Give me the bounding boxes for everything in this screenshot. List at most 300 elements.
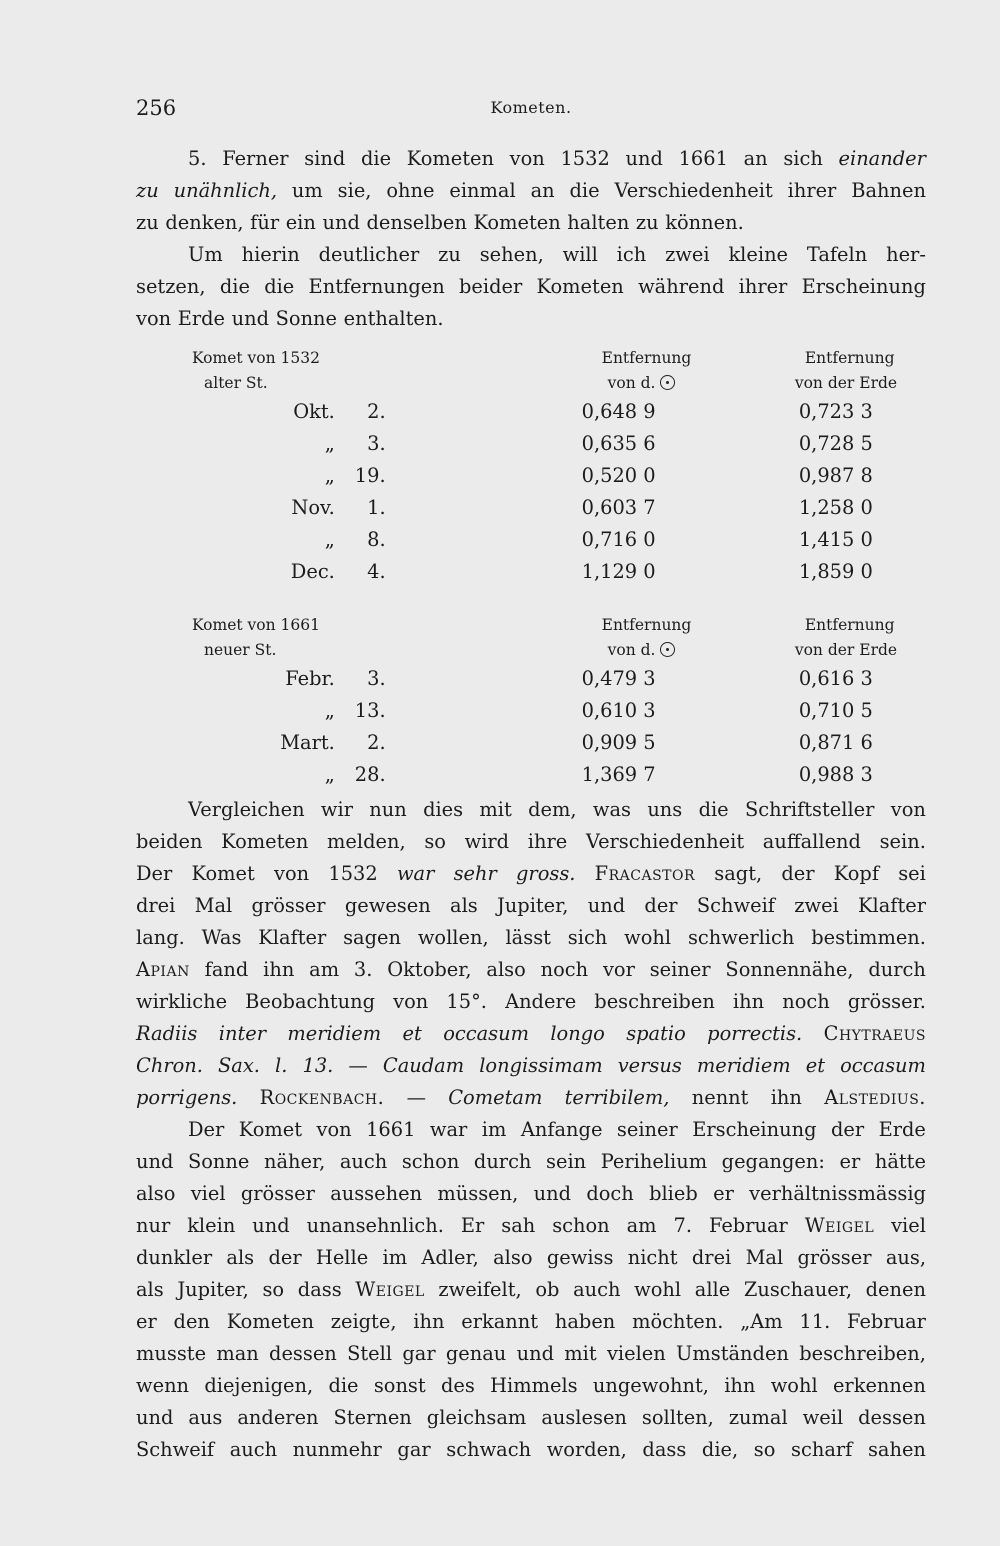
text-line — [136, 239, 926, 271]
word: Erscheinung — [801, 275, 926, 298]
word: gegangen: — [721, 1150, 825, 1173]
word: Schweif — [136, 1438, 215, 1461]
word: sie, — [337, 179, 372, 202]
word: so — [753, 1438, 776, 1461]
table-header-row — [136, 346, 926, 371]
word: noch — [782, 990, 830, 1013]
word: Verschiedenheit — [614, 179, 773, 202]
table-row — [136, 492, 926, 524]
word: nunmehr — [292, 1438, 382, 1461]
word: ich — [616, 243, 647, 266]
word: sei — [898, 862, 926, 885]
word: seiner — [649, 958, 711, 981]
word: als — [226, 1246, 255, 1269]
word: diejenigen, — [204, 1374, 314, 1397]
word: deutlicher — [318, 243, 420, 266]
word: sein. — [879, 830, 926, 853]
word: mit — [479, 798, 512, 821]
word: Kometen — [473, 211, 561, 234]
word: und — [136, 1406, 174, 1429]
table-month-cell: Dec. — [290, 560, 335, 583]
word: schwerlich — [687, 926, 795, 949]
table-day-cell: 4. — [367, 560, 386, 583]
word: Schweif — [696, 894, 775, 917]
table-earth-distance-cell: 1,258 0 — [798, 496, 873, 519]
word: grösser. — [847, 990, 926, 1013]
word: von — [136, 307, 172, 330]
word: occasum — [443, 1022, 529, 1045]
word: sagt, — [714, 862, 763, 885]
table-month-cell: Nov. — [291, 496, 335, 519]
word: ihrer — [787, 179, 837, 202]
word: Perihelium — [600, 1150, 708, 1173]
word: occasum — [840, 1054, 926, 1077]
word: drei — [136, 894, 176, 917]
word: fand — [204, 958, 249, 981]
word: als — [136, 1278, 164, 1301]
word: Erde — [878, 1118, 926, 1141]
word: wird — [464, 830, 510, 853]
word: Chytraeus — [823, 1022, 926, 1045]
word: drei — [691, 1246, 732, 1269]
word: Adler, — [421, 1246, 479, 1269]
word: den — [173, 1310, 210, 1333]
word: wenn — [136, 1374, 190, 1397]
word: was — [592, 798, 631, 821]
table-earth-distance-cell: 1,415 0 — [798, 528, 873, 551]
text-line — [136, 986, 926, 1018]
word: nun — [369, 798, 407, 821]
word: haben — [554, 1310, 616, 1333]
table-earth-distance-cell: 0,987 8 — [798, 464, 873, 487]
word: Alstedius. — [824, 1086, 926, 1109]
word: zeigte, — [330, 1310, 397, 1333]
word: können. — [665, 211, 744, 234]
word: dessen — [858, 1406, 926, 1429]
text-line — [136, 303, 926, 335]
word: seiner — [616, 1118, 678, 1141]
word: also — [493, 1246, 533, 1269]
word: und — [322, 211, 360, 234]
word: wollen, — [417, 926, 489, 949]
table-month-cell: Okt. — [293, 400, 335, 423]
table-header-cell: Entfernung — [804, 616, 895, 634]
word: denselben — [366, 211, 467, 234]
word: zumal — [728, 1406, 788, 1429]
word: Weigel — [355, 1278, 425, 1301]
word: ihrer — [738, 275, 788, 298]
word: Februar — [708, 1214, 788, 1237]
text-line — [136, 1082, 926, 1114]
table-day-cell: 3. — [367, 667, 386, 690]
table-sun-distance-cell: 0,520 0 — [581, 464, 656, 487]
word: nennt — [691, 1086, 749, 1109]
table-earth-distance-cell: 1,859 0 — [798, 560, 873, 583]
word: hätte — [874, 1150, 926, 1173]
word: Zuschauer, — [743, 1278, 852, 1301]
word: Sonne — [275, 307, 338, 330]
word: aus — [188, 1406, 223, 1429]
word: Fracastor — [594, 862, 696, 885]
text-line — [136, 1146, 926, 1178]
word: die — [698, 798, 729, 821]
word: die — [360, 147, 392, 170]
word: Helle — [315, 1246, 369, 1269]
word: verhältnissmässig — [749, 1182, 926, 1205]
word: vielen — [606, 1342, 666, 1365]
word: von — [393, 990, 429, 1013]
word: möchten. — [632, 1310, 724, 1333]
word: 7. — [673, 1214, 692, 1237]
word: an — [743, 147, 768, 170]
word: war — [429, 1118, 468, 1141]
word: durch — [868, 958, 926, 981]
table-day-cell: 2. — [367, 731, 386, 754]
word: Der — [188, 1118, 225, 1141]
word: her- — [886, 243, 926, 266]
word: am — [309, 958, 340, 981]
word: Mal — [745, 1246, 784, 1269]
text-line — [136, 1210, 926, 1242]
word: Sax. — [218, 1054, 260, 1077]
table-sun-distance-cell: 0,909 5 — [581, 731, 656, 754]
text-line — [136, 1050, 926, 1082]
word: Klafter — [258, 926, 327, 949]
word: beschreiben — [594, 990, 715, 1013]
word: und — [516, 1342, 554, 1365]
text-line — [136, 143, 926, 175]
word: wohl — [770, 1374, 818, 1397]
word: wohl — [624, 926, 672, 949]
table-day-cell: 28. — [354, 763, 386, 786]
word: er — [713, 1182, 734, 1205]
word: musste — [136, 1342, 207, 1365]
word: und — [587, 894, 626, 917]
table-sun-distance-cell: 0,603 7 — [581, 496, 656, 519]
word: dass — [642, 1438, 687, 1461]
word: ihn — [732, 990, 765, 1013]
word: melden, — [327, 830, 406, 853]
word: Beobachtung — [245, 990, 376, 1013]
table-header-row — [136, 371, 926, 396]
word: zu — [136, 211, 159, 234]
word: also — [136, 1182, 176, 1205]
table-earth-distance-cell: 0,988 3 — [798, 763, 873, 786]
word: gewiss — [546, 1246, 614, 1269]
word: beider — [459, 275, 523, 298]
word: Bahnen — [851, 179, 926, 202]
word: war — [396, 862, 435, 885]
word: 13. — [302, 1054, 334, 1077]
word: ihn — [770, 1086, 802, 1109]
word: genau — [445, 1342, 507, 1365]
word: Er — [460, 1214, 485, 1237]
table-month-cell: „ — [324, 464, 335, 487]
table-sun-distance-cell: 1,369 7 — [581, 763, 656, 786]
word: der — [268, 1246, 302, 1269]
word: aus, — [885, 1246, 926, 1269]
word: 3. — [353, 958, 373, 981]
table-row — [136, 695, 926, 727]
word: hierin — [241, 243, 300, 266]
table-sun-distance-cell: 0,610 3 — [581, 699, 656, 722]
word: uns — [647, 798, 683, 821]
table-header-row — [136, 638, 926, 663]
word: lang. — [136, 926, 185, 949]
table-row — [136, 524, 926, 556]
word: auslesen — [541, 1406, 627, 1429]
word: mit — [564, 1342, 597, 1365]
word: am — [626, 1214, 657, 1237]
word: Komet — [238, 1118, 303, 1141]
word: ihre — [527, 830, 568, 853]
word: Sonnennähe, — [725, 958, 854, 981]
word: sollten, — [641, 1406, 714, 1429]
word: doch — [586, 1182, 634, 1205]
word: zwei — [665, 243, 710, 266]
word: zu — [136, 179, 159, 202]
word: denken, — [165, 211, 244, 234]
word: — — [406, 1086, 426, 1109]
word: blieb — [649, 1182, 698, 1205]
table-day-cell: 19. — [354, 464, 386, 487]
table-comet-1661 — [136, 613, 926, 791]
word: von — [509, 147, 545, 170]
table-header-cell: Komet von 1661 — [192, 616, 320, 634]
word: meridiem — [287, 1022, 382, 1045]
word: Kopf — [833, 862, 879, 885]
table-header-cell: neuer St. — [204, 641, 277, 659]
word: dessen — [269, 1342, 337, 1365]
word: gleichsam — [426, 1406, 527, 1429]
word: Erde — [177, 307, 226, 330]
word: Verschiedenheit — [585, 830, 745, 853]
table-month-cell: „ — [324, 528, 335, 551]
word: Weigel — [804, 1214, 875, 1237]
word: der — [781, 862, 815, 885]
text-line — [136, 1338, 926, 1370]
paragraph-intro — [136, 143, 926, 335]
word: grösser — [240, 1182, 315, 1205]
word: unansehnlich. — [306, 1214, 444, 1237]
word: Was — [201, 926, 242, 949]
word: l. — [275, 1054, 288, 1077]
word: Jupiter, — [177, 1278, 249, 1301]
table-earth-distance-cell: 0,616 3 — [798, 667, 873, 690]
word: unähnlich, — [173, 179, 278, 202]
word: im — [481, 1118, 507, 1141]
word: Um — [188, 243, 223, 266]
text-line — [136, 954, 926, 986]
word: Apian — [136, 958, 190, 981]
word: Anfange — [520, 1118, 603, 1141]
word: meridiem — [696, 1054, 791, 1077]
page-number: 256 — [136, 96, 177, 120]
table-header-cell: Entfernung — [804, 349, 895, 367]
word: Schriftsteller — [744, 798, 875, 821]
word: Ferner — [222, 147, 289, 170]
table-row — [136, 428, 926, 460]
word: sind — [304, 147, 346, 170]
word: und — [625, 147, 663, 170]
word: ihn — [263, 958, 295, 981]
word: schon — [401, 1150, 460, 1173]
word: halten — [567, 211, 630, 234]
word: 11. — [799, 1310, 831, 1333]
word: zu — [438, 243, 461, 266]
word: ihn — [724, 1374, 756, 1397]
table-header-cell — [343, 371, 394, 396]
table-month-cell: „ — [324, 763, 335, 786]
word: gar — [402, 1342, 436, 1365]
table-header-cell: alter St. — [204, 374, 268, 392]
table-header-cell: Entfernung — [601, 349, 692, 367]
table-header-cell: Komet von 1532 — [192, 349, 320, 367]
word: des — [440, 1374, 475, 1397]
table-earth-distance-cell: 0,710 5 — [798, 699, 873, 722]
text-line — [136, 175, 926, 207]
word: et — [402, 1022, 422, 1045]
word: Kometen — [226, 1310, 314, 1333]
text-line — [136, 1306, 926, 1338]
word: Rockenbach. — [259, 1086, 385, 1109]
word: ein — [285, 211, 316, 234]
word: noch — [540, 958, 589, 981]
word: bestimmen. — [811, 926, 926, 949]
word: die — [264, 275, 295, 298]
word: sich — [567, 926, 608, 949]
word: Oktober, — [387, 958, 472, 981]
word: 1661 — [678, 147, 728, 170]
table-row — [136, 460, 926, 492]
table-header-cell — [343, 346, 394, 371]
word: auch — [339, 1150, 388, 1173]
word: weil — [802, 1406, 844, 1429]
table-earth-distance-cell: 0,723 3 — [798, 400, 873, 423]
word: gar — [397, 1438, 431, 1461]
word: erkennen — [832, 1374, 926, 1397]
word: die — [328, 1374, 359, 1397]
word: Stell — [347, 1342, 393, 1365]
word: an — [530, 179, 555, 202]
word: klein — [187, 1214, 236, 1237]
word: will — [562, 243, 598, 266]
text-line — [136, 826, 926, 858]
table-day-cell: 2. — [367, 400, 386, 423]
word: Jupiter, — [497, 894, 569, 917]
table-row — [136, 556, 926, 588]
text-line — [136, 1434, 926, 1466]
table-sun-distance-cell: 0,648 9 — [581, 400, 656, 423]
word: grösser — [251, 894, 326, 917]
word: zwei — [794, 894, 839, 917]
word: zu — [635, 211, 659, 234]
word: Mal — [194, 894, 233, 917]
table-month-cell: „ — [324, 432, 335, 455]
table-row — [136, 663, 926, 695]
table-header-cell: von d. — [394, 371, 735, 396]
word: Cometam — [448, 1086, 543, 1109]
word: für — [250, 211, 280, 234]
table-header-cell: Entfernung — [601, 616, 692, 634]
word: ob — [535, 1278, 560, 1301]
table-row — [136, 727, 926, 759]
sun-symbol-icon — [660, 642, 675, 657]
table-day-cell: 1. — [367, 496, 386, 519]
word: Vergleichen — [188, 798, 305, 821]
word: sahen — [867, 1438, 926, 1461]
word: auch — [229, 1438, 278, 1461]
text-line — [136, 1402, 926, 1434]
word: spatio — [626, 1022, 686, 1045]
word: auffallend — [762, 830, 861, 853]
word: enthalten. — [343, 307, 444, 330]
table-sun-distance-cell: 0,479 3 — [581, 667, 656, 690]
word: porrectis. — [707, 1022, 803, 1045]
table-day-cell: 3. — [367, 432, 386, 455]
word: und — [231, 307, 270, 330]
word: 15°. — [446, 990, 487, 1013]
word: wohl — [634, 1278, 682, 1301]
paragraph-comparison — [136, 794, 926, 1466]
word: dies — [423, 798, 464, 821]
table-month-cell: Febr. — [285, 667, 335, 690]
word: sonst — [373, 1374, 426, 1397]
word: einmal — [449, 179, 516, 202]
word: sehen, — [479, 243, 544, 266]
text-line — [136, 1242, 926, 1274]
word: während — [638, 275, 725, 298]
word: grösser — [797, 1246, 872, 1269]
text-line — [136, 1274, 926, 1306]
word: sich — [783, 147, 823, 170]
word: im — [382, 1246, 408, 1269]
text-line — [136, 922, 926, 954]
text-line — [136, 794, 926, 826]
word: schon — [552, 1214, 610, 1237]
word: versus — [617, 1054, 682, 1077]
word: Sternen — [333, 1406, 412, 1429]
word: — — [348, 1054, 368, 1077]
table-day-cell: 8. — [367, 528, 386, 551]
word: die — [219, 275, 250, 298]
word: viel — [190, 1182, 226, 1205]
table-month-cell: Mart. — [280, 731, 335, 754]
word: er — [136, 1310, 157, 1333]
word: also — [486, 958, 526, 981]
word: inter — [218, 1022, 266, 1045]
word: auch — [573, 1278, 621, 1301]
word: Entfernungen — [308, 275, 445, 298]
word: kleine — [728, 243, 789, 266]
word: der — [644, 894, 678, 917]
word: müssen, — [437, 1182, 519, 1205]
word: wirkliche — [136, 990, 228, 1013]
word: Kometen — [406, 147, 494, 170]
word: von — [890, 798, 926, 821]
table-row — [136, 396, 926, 428]
table-month-cell: „ — [324, 699, 335, 722]
word: von — [316, 1118, 352, 1141]
word: sehr — [453, 862, 497, 885]
word: sagen — [343, 926, 401, 949]
word: viel — [891, 1214, 926, 1237]
word: Tafeln — [806, 243, 868, 266]
word: Andere — [505, 990, 577, 1013]
table-header-cell — [343, 638, 394, 663]
word: dunkler — [136, 1246, 213, 1269]
word: nicht — [627, 1246, 678, 1269]
